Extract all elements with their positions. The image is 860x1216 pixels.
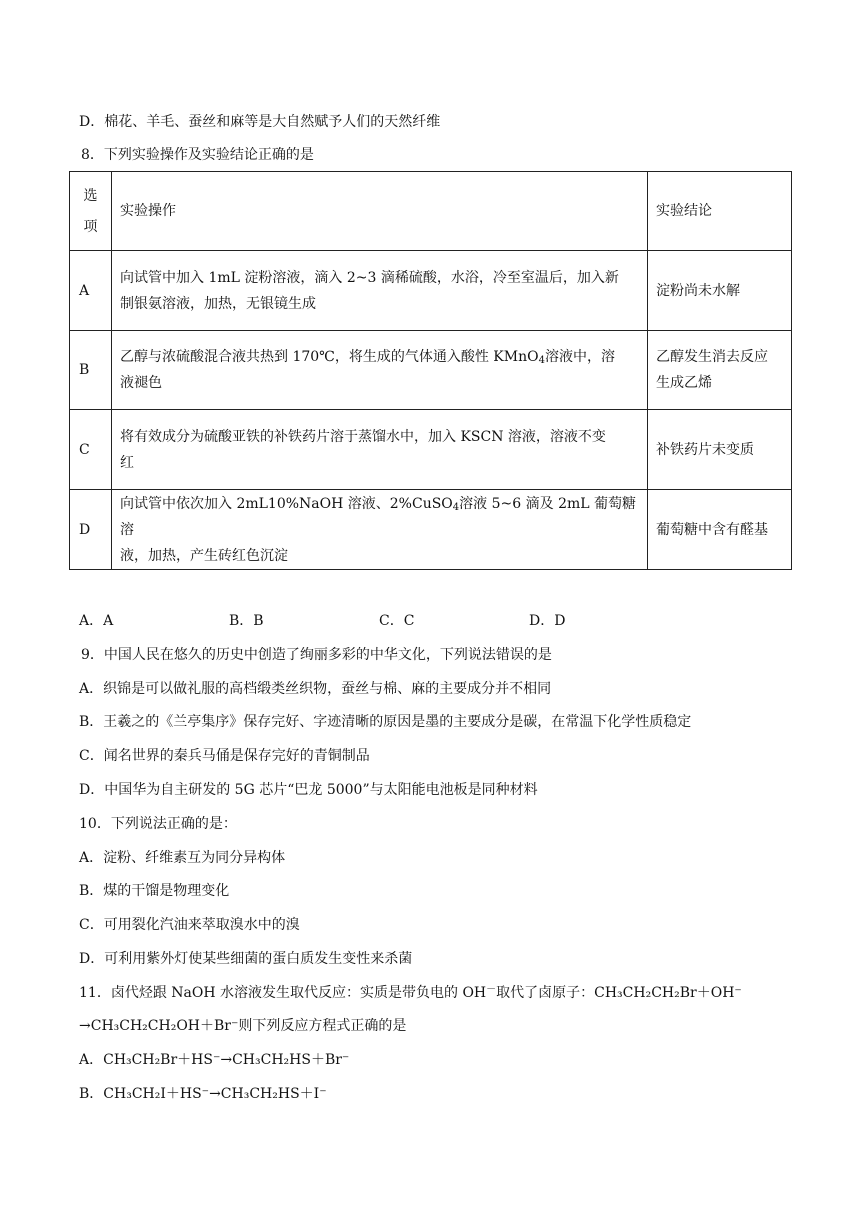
choice-d: D．D <box>529 613 566 629</box>
q9-stem: 9．中国人民在悠久的历史中创造了绚丽多彩的中华文化，下列说法错误的是 <box>81 647 552 663</box>
row-operation: 向试管中加入 1mL 淀粉溶液，滴入 2~3 滴稀硫酸，水浴，冷至室温后，加入新 制银氨溶液，加热，无银镜生成 <box>112 251 648 331</box>
q10-option-a: A．淀粉、纤维素互为同分异构体 <box>79 850 286 866</box>
q11-stem: 11．卤代烃跟 NaOH 水溶液发生取代反应：实质是带负电的 OH－取代了卤原子：CH₃CH₂CH₂Br＋OH⁻ <box>79 984 742 1001</box>
q11-stem-line2: →CH₃CH₂CH₂OH＋Br⁻则下列反应方程式正确的是 <box>79 1018 407 1034</box>
row-conclusion: 淀粉尚未水解 <box>648 251 792 331</box>
q9-option-a: A．织锦是可以做礼服的高档缎类丝织物，蚕丝与棉、麻的主要成分并不相同 <box>79 681 552 697</box>
q11-option-b: B．CH₃CH₂I＋HS⁻→CH₃CH₂HS＋I⁻ <box>79 1086 327 1102</box>
q9-option-b: B．王羲之的《兰亭集序》保存完好、字迹清晰的原因是墨的主要成分是碳，在常温下化学性质稳定 <box>79 714 692 730</box>
table-row <box>70 490 792 570</box>
table-row <box>70 410 792 490</box>
header-conclusion: 实验结论 <box>648 172 792 251</box>
q8-stem: 8．下列实验操作及实验结论正确的是 <box>81 147 314 163</box>
row-operation: 向试管中依次加入 2mL10%NaOH 溶液、2%CuSO$_4$溶液 5~6 滴及 2mL 葡萄糖溶 液，加热，产生砖红色沉淀 <box>112 490 648 570</box>
header-option: 选 项 <box>70 172 112 251</box>
q11-stem-formula: CH₃CH₂CH₂Br＋OH⁻ <box>594 985 742 1001</box>
row-option: A <box>70 251 112 331</box>
row-option: B <box>70 331 112 410</box>
row-option: D <box>70 490 112 570</box>
q10-stem: 10．下列说法正确的是： <box>79 816 237 832</box>
q10-option-c: C．可用裂化汽油来萃取溴水中的溴 <box>79 917 300 933</box>
q10-option-d: D．可利用紫外灯使某些细菌的蛋白质发生变性来杀菌 <box>79 951 413 967</box>
choice-b: B．B <box>229 613 264 629</box>
row-conclusion: 补铁药片未变质 <box>648 410 792 490</box>
choice-a: A．A <box>79 613 114 629</box>
row-option: C <box>70 410 112 490</box>
q9-option-d: D．中国华为自主研发的 5G 芯片“巴龙 5000”与太阳能电池板是同种材料 <box>79 782 538 798</box>
row-operation: 乙醇与浓硫酸混合液共热到 170℃，将生成的气体通入酸性 KMnO$_4$溶液中，溶 液褪色 <box>112 331 648 410</box>
row-operation: 将有效成分为硫酸亚铁的补铁药片溶于蒸馏水中，加入 KSCN 溶液，溶液不变 红 <box>112 410 648 490</box>
table-row <box>70 331 792 410</box>
row-conclusion: 乙醇发生消去反应 生成乙烯 <box>648 331 792 410</box>
q7-option-d: D．棉花、羊毛、蚕丝和麻等是大自然赋予人们的天然纤维 <box>79 114 441 130</box>
q9-option-c: C．闻名世界的秦兵马俑是保存完好的青铜制品 <box>79 748 370 764</box>
q10-option-b: B．煤的干馏是物理变化 <box>79 883 230 899</box>
q8-choices <box>79 611 565 631</box>
q11-option-a: A．CH₃CH₂Br＋HS⁻→CH₃CH₂HS＋Br⁻ <box>79 1052 350 1068</box>
choice-c: C．C <box>379 613 415 629</box>
header-operation: 实验操作 <box>112 172 648 251</box>
row-conclusion: 葡萄糖中含有醛基 <box>648 490 792 570</box>
table-row <box>70 251 792 331</box>
table-header-row <box>70 172 792 251</box>
q8-experiment-table <box>69 171 792 570</box>
